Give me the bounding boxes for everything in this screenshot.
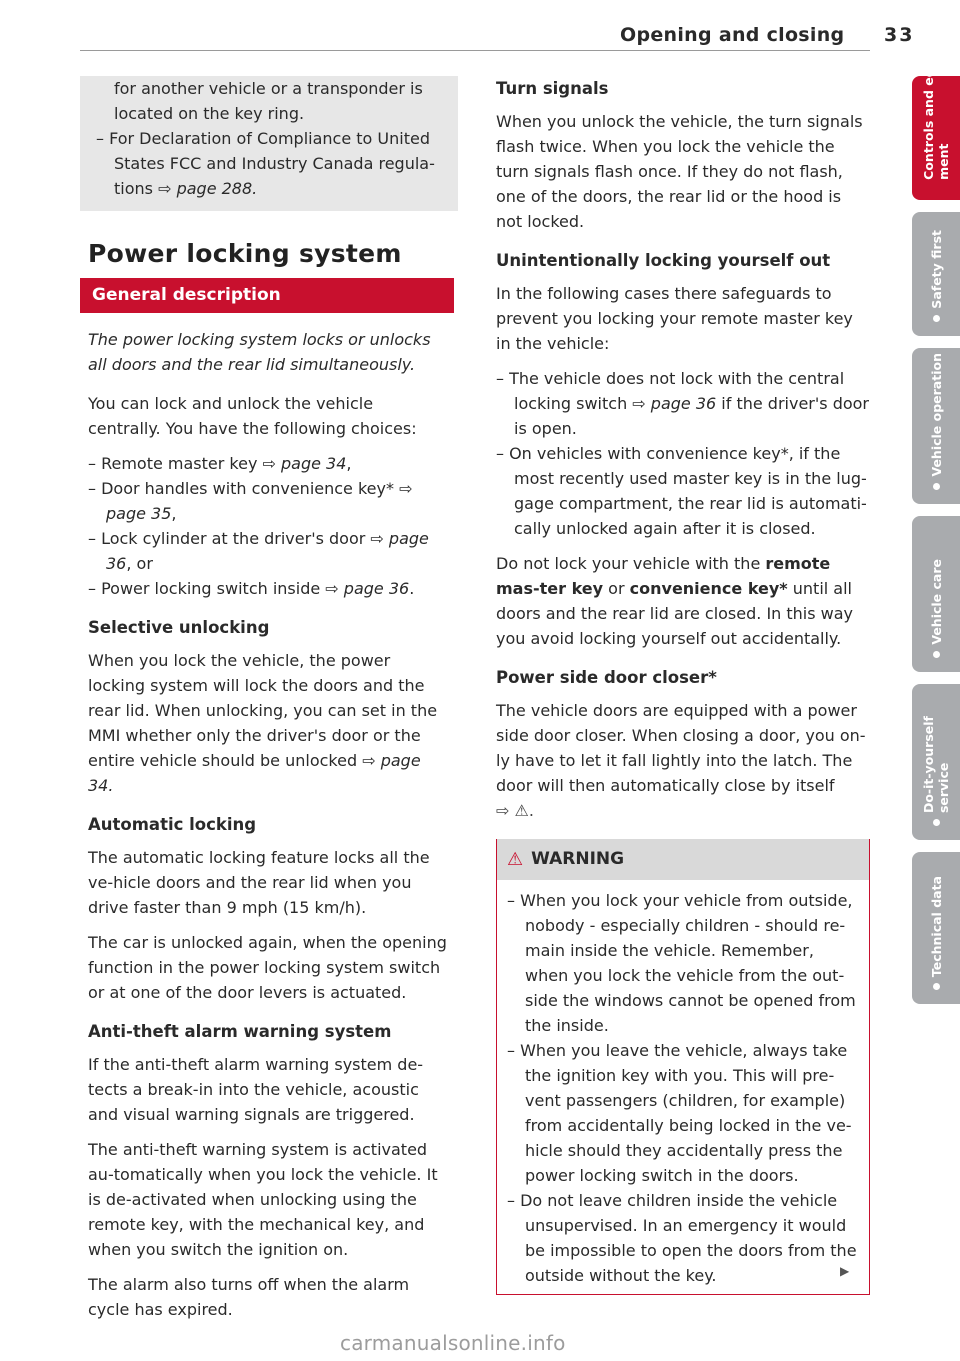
auto-text-2: The car is unlocked again, when the opening function in the power locking system switch or at one of the door levers is actuated. xyxy=(88,933,447,1002)
running-header-title: Opening and closing xyxy=(620,24,845,46)
turn-text: When you unlock the vehicle, the turn signals flash twice. When you lock the vehicle the turn signals flash once. If they do not flash, one of the doors, the rear lid or the hood is not locked. xyxy=(496,112,863,231)
list-item xyxy=(88,476,450,526)
tab-dot-icon xyxy=(933,651,940,658)
list-item-text: – Remote master key xyxy=(88,454,263,473)
list-item-text: – Door handles with convenience key* xyxy=(88,479,400,498)
list-item-tail: if the driver's door is open. xyxy=(514,394,869,438)
warning-body xyxy=(497,880,869,1294)
tab-dot-icon xyxy=(933,819,940,826)
continued-note-box xyxy=(80,76,458,211)
fcc-note-text: – For Declaration of Compliance to United States FCC and Industry Canada regula-tions xyxy=(96,129,435,198)
heading-power-door-closer: Power side door closer* xyxy=(496,668,717,687)
list-item xyxy=(496,366,870,441)
tab-label: Do-it-yourself service xyxy=(921,715,951,813)
tab-vehicle-care[interactable] xyxy=(912,516,960,672)
tab-safety-first[interactable] xyxy=(912,212,960,336)
warning-title: WARNING xyxy=(531,849,625,869)
tab-dot-icon xyxy=(933,983,940,990)
tab-label: Technical data xyxy=(928,875,944,977)
warning-item: – Do not leave children inside the vehicle unsupervised. In an emergency it would be impossible to open the doors from the outside without the key. xyxy=(507,1191,857,1285)
unint-text: In the following cases there safeguards to prevent you locking your remote master key in the vehicle: xyxy=(496,284,853,353)
continued-text: for another vehicle or a transponder is located on the key ring. xyxy=(114,79,423,123)
list-item xyxy=(88,451,450,476)
list-item xyxy=(88,576,450,601)
page-ref-link[interactable]: ⇨ page 34. xyxy=(88,751,421,795)
list-item-text: – The vehicle does not lock with the central locking switch xyxy=(496,369,845,413)
donot-d: until all doors and the rear lid are closed. In this way you avoid locking yourself out accidentally. xyxy=(496,579,854,648)
heading-automatic-locking: Automatic locking xyxy=(88,815,257,834)
donot-c: or xyxy=(603,579,630,598)
page-ref-link[interactable]: ⇨ page 34 xyxy=(262,454,347,473)
intro-text: The power locking system locks or unlocks all doors and the rear lid simultaneously. xyxy=(88,330,431,374)
tab-vehicle-operation[interactable] xyxy=(912,348,960,504)
donot-bold-2: convenience key* xyxy=(629,579,788,598)
tab-label: Controls and equip- ment xyxy=(921,41,951,180)
alarm-text-2: The anti-theft warning system is activated au-tomatically when you lock the vehicle. It is de-activated when unlocking using the remote key, with the mechanical key, and when you switch the ignition on. xyxy=(88,1140,438,1259)
left-column xyxy=(88,76,450,1332)
list-item-tail: . xyxy=(409,579,415,598)
selective-body: When you lock the vehicle, the power locking system will lock the doors and the rear lid. When unlocking, you can set in the MMI whether only the driver's door or the entire vehicle should be unlocked xyxy=(88,651,438,770)
page-ref-link[interactable]: ⇨ page 36 xyxy=(106,529,429,573)
list-item-tail: , xyxy=(171,504,177,523)
tab-do-it-yourself-service[interactable] xyxy=(912,684,960,840)
alarm-text-1: If the anti-theft alarm warning system de-tects a break-in into the vehicle, acoustic and visual warning signals are triggered. xyxy=(88,1055,424,1124)
subsection-banner: General description xyxy=(80,278,454,313)
heading-selective-unlocking: Selective unlocking xyxy=(88,618,270,637)
footer-watermark: carmanualsonline.info xyxy=(340,1331,566,1355)
donot-a: Do not lock your vehicle with the xyxy=(496,554,766,573)
alarm-text-3: The alarm also turns off when the alarm cycle has expired. xyxy=(88,1275,410,1319)
page-number: 33 xyxy=(884,24,915,46)
fcc-note xyxy=(96,126,450,201)
list-item xyxy=(88,526,450,576)
heading-turn-signals: Turn signals xyxy=(496,79,609,98)
right-column xyxy=(496,76,870,1295)
warning-item: – When you lock your vehicle from outside, nobody - especially children - should re-main inside the vehicle. Remember, when you lock the vehicle from the out-side the windows cannot be opened from the inside. xyxy=(507,891,856,1035)
page-ref-link[interactable]: ⇨ page 288. xyxy=(158,179,258,198)
selective-text xyxy=(88,648,450,798)
heading-unintentional-lockout: Unintentionally locking yourself out xyxy=(496,251,831,270)
tab-dot-icon xyxy=(933,483,940,490)
page-ref-link[interactable]: ⇨ page 35 xyxy=(106,479,413,523)
warning-header xyxy=(497,839,869,880)
list-item-text: – Lock cylinder at the driver's door xyxy=(88,529,371,548)
warning-box xyxy=(496,839,870,1295)
warning-ref-link[interactable]: ⇨ ⚠. xyxy=(496,801,534,820)
donot-text xyxy=(496,551,870,651)
section-heading: Power locking system xyxy=(88,239,402,268)
list-item: – On vehicles with convenience key*, if the most recently used master key is in the lug-gage compartment, the rear lid is automati-cally unlocked again after it is closed. xyxy=(496,444,867,538)
page-ref-link[interactable]: ⇨ page 36 xyxy=(325,579,410,598)
warning-triangle-icon: ⚠ xyxy=(507,848,524,870)
tab-label: Safety first xyxy=(928,230,944,309)
choices-text: You can lock and unlock the vehicle centrally. You have the following choices: xyxy=(88,394,417,438)
list-item-text: – Power locking switch inside xyxy=(88,579,326,598)
tab-label: Vehicle operation xyxy=(928,353,944,477)
tab-technical-data[interactable] xyxy=(912,852,960,1004)
heading-anti-theft-alarm: Anti-theft alarm warning system xyxy=(88,1022,392,1041)
page-ref-link[interactable]: ⇨ page 36 xyxy=(632,394,717,413)
list-item-tail: , or xyxy=(126,554,153,573)
tab-dot-icon xyxy=(933,315,940,322)
donot-bold-1: remote mas-ter key xyxy=(496,554,831,598)
tab-controls-and-equipment[interactable] xyxy=(912,41,960,200)
continue-arrow-icon: ▶ xyxy=(840,1264,850,1278)
warning-item: – When you leave the vehicle, always take the ignition key with you. This will pre-vent passengers (children, for example) from accidentally being locked in the ve-hicle should they accidentally press the power locking switch in the doors. xyxy=(507,1041,852,1185)
header-rule xyxy=(80,50,870,51)
list-item-tail: , xyxy=(346,454,352,473)
closer-text xyxy=(496,698,870,823)
tab-label: Vehicle care xyxy=(928,559,944,645)
auto-text-1: The automatic locking feature locks all the ve-hicle doors and the rear lid when you drive faster than 9 mph (15 km/h). xyxy=(88,848,430,917)
closer-body: The vehicle doors are equipped with a power side door closer. When closing a door, you on-ly have to let it fall lightly into the latch. The door will then automatically close by itself xyxy=(496,701,866,795)
